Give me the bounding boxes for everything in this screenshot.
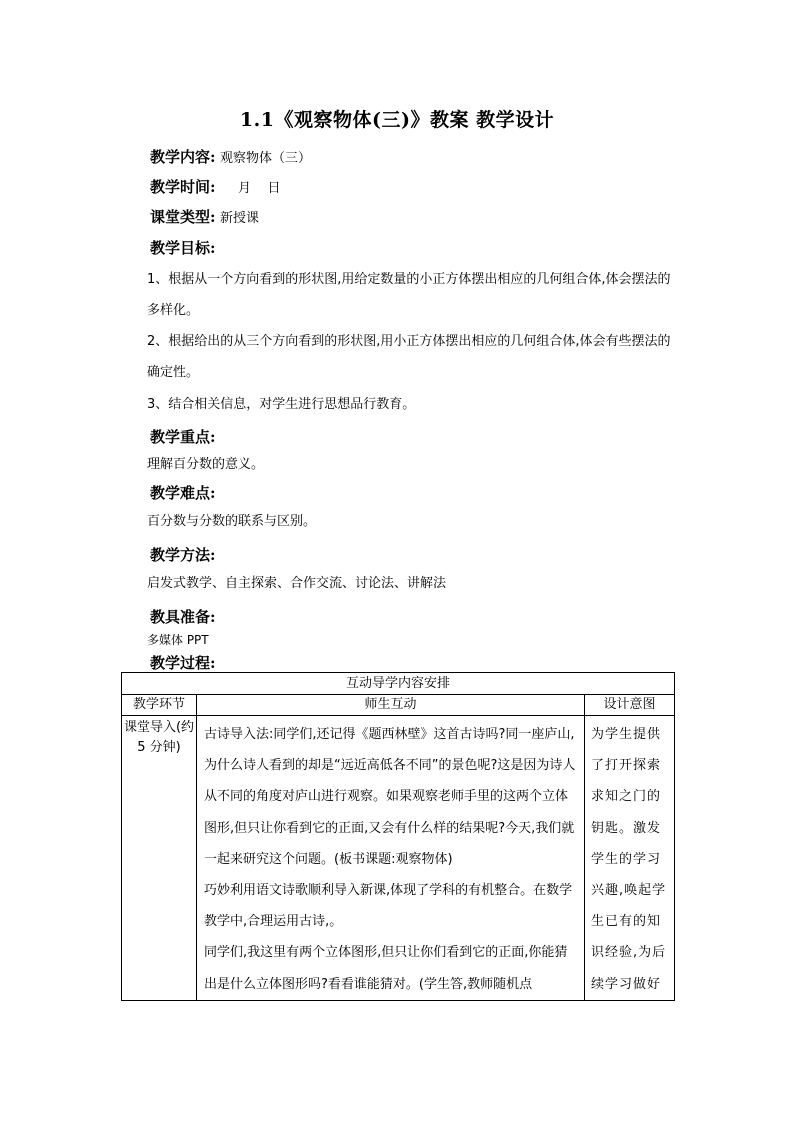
- key-point-text: 理解百分数的意义。: [147, 457, 265, 472]
- col-interaction-header: 师生互动: [197, 695, 585, 716]
- content-value: 观察物体（三）: [220, 151, 312, 166]
- interaction-cell: [197, 716, 585, 1001]
- table-row: [122, 716, 675, 1001]
- interaction-paragraph: 同学们,我这里有两个立体图形,但只让你们看到它的正面,你能猜出是什么立体图形吗?看看谁能猜对。(学生答,教师随机点: [204, 945, 568, 992]
- process-table: [121, 672, 675, 1001]
- type-field: [150, 206, 259, 227]
- time-field: [150, 176, 281, 197]
- content-field: [150, 146, 311, 167]
- tools-text: 多媒体 PPT: [147, 633, 209, 647]
- goal-item-3: 3、结合相关信息，对学生进行思想品行教育。: [147, 397, 416, 412]
- tools-heading: 教具准备:: [150, 608, 216, 626]
- col-stage-header: 教学环节: [122, 695, 197, 716]
- process-heading: 教学过程:: [150, 654, 216, 672]
- page-title: 1.1《观察物体(三)》教案 教学设计: [239, 109, 555, 131]
- methods-heading: 教学方法:: [150, 546, 216, 564]
- goal-item-1: 1、根据从一个方向看到的形状图,用给定数量的小正方体摆出相应的几何组合体,体会摆法的多样化。: [147, 272, 671, 318]
- type-label: 课堂类型:: [150, 208, 216, 226]
- stage-cell: 课堂导入(约 5 分钟): [122, 716, 197, 1001]
- interaction-paragraph: 古诗导入法:同学们,还记得《题西林壁》这首古诗吗?同一座庐山,为什么诗人看到的却是“远近高低各不同”的景色呢?这是因为诗人从不同的角度对庐山进行观察。如果观察老师手里的这两个立体图形,但只让你看到它的正面,又会有什么样的结果呢?今天,我们就一起来研究这个问题。(板书课题:观察物体): [204, 727, 576, 867]
- time-label: 教学时间:: [150, 178, 216, 196]
- difficulty-text: 百分数与分数的联系与区别。: [147, 514, 317, 529]
- key-point-heading: 教学重点:: [150, 428, 216, 446]
- content-label: 教学内容:: [150, 148, 216, 166]
- goal-item-2: 2、根据给出的从三个方向看到的形状图,用小正方体摆出相应的几何组合体,体会有些摆法的确定性。: [147, 334, 671, 380]
- methods-text: 启发式教学、自主探索、合作交流、讨论法、讲解法: [147, 576, 447, 591]
- col-intent-header: 设计意图: [585, 695, 675, 716]
- interaction-paragraph: 巧妙利用语文诗歌顺利导入新课,体现了学科的有机整合。在数学教学中,合理运用古诗,。: [204, 883, 573, 930]
- table-header-row: [122, 695, 675, 716]
- type-value: 新授课: [220, 211, 260, 226]
- time-value: 月 日: [238, 181, 281, 196]
- difficulty-heading: 教学难点:: [150, 484, 216, 502]
- goals-heading: 教学目标:: [150, 239, 216, 257]
- table-title: 互动导学内容安排: [122, 673, 675, 695]
- intent-cell: 为学生提供了打开探索求知之门的钥匙。激发学生的学习兴趣,唤起学生已有的知识经验,为后续学习做好: [585, 716, 675, 1001]
